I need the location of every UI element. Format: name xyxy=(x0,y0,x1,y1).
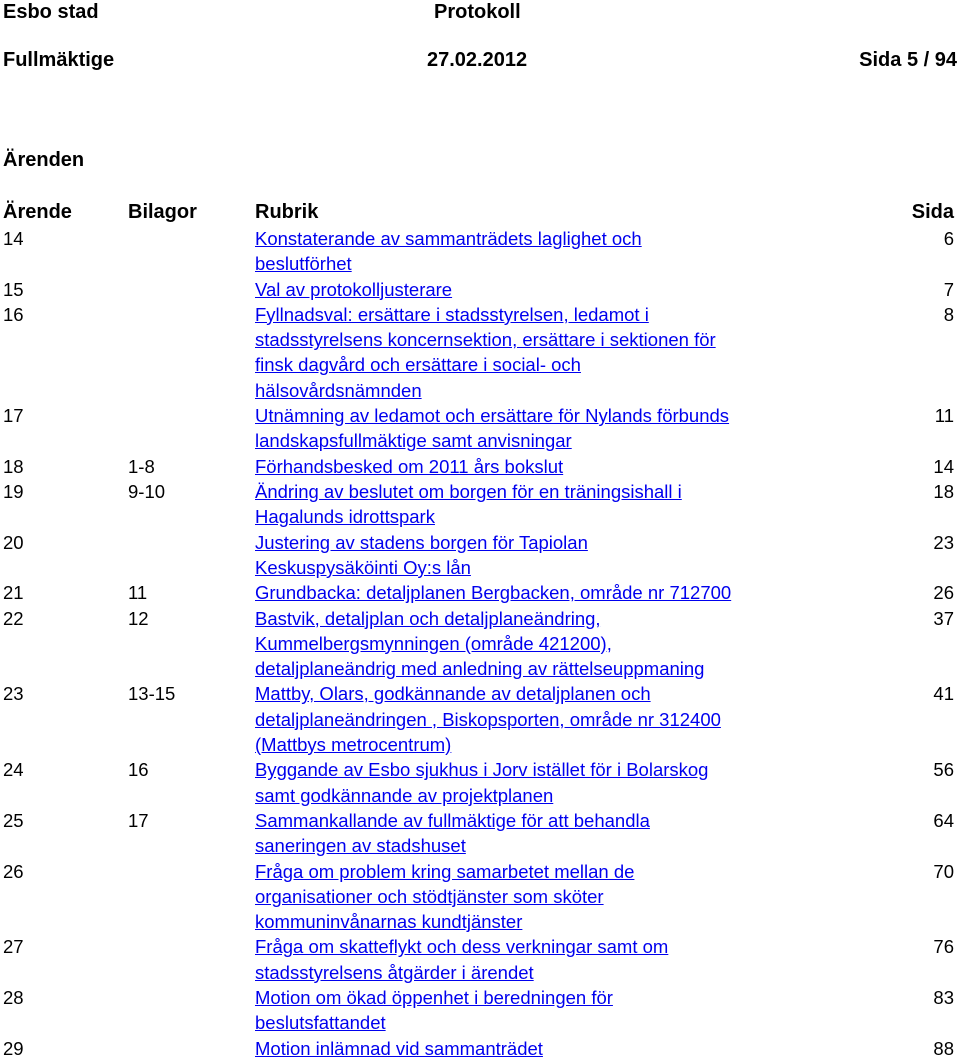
table-header xyxy=(0,200,960,224)
item-title-line: Val av protokolljusterare xyxy=(255,278,453,300)
header-body: Fullmäktige xyxy=(3,49,115,71)
item-title-link[interactable] xyxy=(255,226,835,277)
item-title-link[interactable] xyxy=(255,302,835,403)
header-date: 27.02.2012 xyxy=(427,49,528,71)
item-title-link[interactable] xyxy=(255,479,835,530)
item-title-line: Fråga om problem kring samarbetet mellan de xyxy=(255,860,635,882)
item-title-line: Hagalunds idrottspark xyxy=(255,506,435,528)
item-title-line: (Mattbys metrocentrum) xyxy=(255,733,452,755)
item-title-line: Bastvik, detaljplan och detaljplaneändring, xyxy=(255,607,601,629)
item-page: 8 xyxy=(943,303,954,325)
item-title-line: Keskuspysäköinti Oy:s lån xyxy=(255,556,471,578)
item-title-line: Motion inlämnad vid sammanträdet xyxy=(255,1037,543,1059)
item-title-line: Byggande av Esbo sjukhus i Jorv istället för i Bolarskog xyxy=(255,759,709,781)
item-title-link[interactable] xyxy=(255,403,835,454)
item-title-link[interactable] xyxy=(255,757,835,808)
item-title-line: Justering av stadens borgen för Tapiolan xyxy=(255,531,588,553)
item-title-line: kommuninvånarnas kundtjänster xyxy=(255,911,523,933)
item-number: 26 xyxy=(3,860,24,882)
item-attachments: 1-8 xyxy=(128,455,155,477)
item-page: 37 xyxy=(933,607,954,629)
item-number: 29 xyxy=(3,1037,24,1059)
item-title-line: hälsovårdsnämnden xyxy=(255,379,422,401)
item-page: 76 xyxy=(933,936,954,958)
item-page: 23 xyxy=(933,531,954,553)
item-title-link[interactable] xyxy=(255,859,835,935)
item-attachments: 16 xyxy=(128,759,149,781)
item-title-line: Förhandsbesked om 2011 års bokslut xyxy=(255,455,564,477)
item-number: 28 xyxy=(3,987,24,1008)
item-title-line: saneringen av stadshuset xyxy=(255,835,466,857)
column-header-sida: Sida xyxy=(911,201,954,223)
item-number: 17 xyxy=(3,405,24,427)
item-title-line: Motion om ökad öppenhet i beredningen för xyxy=(255,987,613,1008)
item-page: 6 xyxy=(943,228,954,249)
column-header-arende: Ärende xyxy=(3,201,72,223)
section-title: Ärenden xyxy=(3,149,85,171)
item-page: 11 xyxy=(934,405,954,427)
item-number: 20 xyxy=(3,531,24,553)
item-title-line: Mattby, Olars, godkännande av detaljplanen och xyxy=(255,683,651,705)
item-title-line: Ändring av beslutet om borgen för en träningsishall i xyxy=(255,481,682,502)
item-title-line: Konstaterande av sammanträdets laglighet och xyxy=(255,228,642,249)
item-page: 18 xyxy=(933,481,954,502)
item-title-link[interactable] xyxy=(255,530,835,581)
item-title-link[interactable] xyxy=(255,454,835,479)
item-number: 19 xyxy=(3,481,24,502)
item-attachments: 13-15 xyxy=(128,683,176,705)
item-page: 83 xyxy=(933,987,954,1008)
item-attachments: 9-10 xyxy=(128,481,166,502)
item-title-link[interactable] xyxy=(255,606,835,682)
item-title-link[interactable] xyxy=(255,277,835,302)
item-page: 88 xyxy=(933,1037,954,1059)
item-attachments: 12 xyxy=(128,607,149,629)
column-header-rubrik: Rubrik xyxy=(255,201,319,223)
item-number: 15 xyxy=(3,278,24,300)
item-title-line: Sammankallande av fullmäktige för att behandla xyxy=(255,809,650,831)
item-number: 22 xyxy=(3,607,24,629)
item-title-line: samt godkännande av projektplanen xyxy=(255,784,554,806)
item-title-link[interactable] xyxy=(255,985,835,1036)
item-page: 64 xyxy=(933,809,954,831)
item-title-line: finsk dagvård och ersättare i social- och xyxy=(255,354,581,376)
item-number: 16 xyxy=(3,303,24,325)
item-page: 7 xyxy=(943,278,954,300)
item-page: 41 xyxy=(933,683,954,705)
item-attachments: 11 xyxy=(128,582,148,604)
item-title-line: detaljplaneändringen , Biskopsporten, område nr 312400 xyxy=(255,708,721,730)
item-title-line: beslutsfattandet xyxy=(255,1012,386,1034)
item-title-link[interactable] xyxy=(255,1036,835,1061)
header-document-type: Protokoll xyxy=(434,1,521,23)
column-header-bilagor: Bilagor xyxy=(128,201,197,223)
item-title-line: detaljplaneändrig med anledning av rättelseuppmaning xyxy=(255,658,705,680)
item-title-link[interactable] xyxy=(255,681,835,757)
item-number: 23 xyxy=(3,683,24,705)
item-title-line: organisationer och stödtjänster som sköter xyxy=(255,885,604,907)
item-page: 56 xyxy=(933,759,954,781)
item-number: 27 xyxy=(3,936,24,958)
item-number: 14 xyxy=(3,228,24,249)
item-title-line: Kummelbergsmynningen (område 421200), xyxy=(255,632,612,654)
item-title-link[interactable] xyxy=(255,934,835,985)
item-title-line: Grundbacka: detaljplanen Bergbacken, område nr 712700 xyxy=(255,582,732,604)
item-title-line: Utnämning av ledamot och ersättare för Nylands förbunds xyxy=(255,405,730,427)
item-title-line: stadsstyrelsens koncernsektion, ersättare i sektionen för xyxy=(255,329,716,351)
item-title-line: beslutförhet xyxy=(255,253,352,275)
item-title-line: landskapsfullmäktige samt anvisningar xyxy=(255,430,572,452)
item-title-link[interactable] xyxy=(255,808,835,859)
item-number: 18 xyxy=(3,455,24,477)
item-title-line: Fyllnadsval: ersättare i stadsstyrelsen, ledamot i xyxy=(255,303,649,325)
item-page: 70 xyxy=(933,860,954,882)
item-number: 25 xyxy=(3,809,24,831)
item-title-line: stadsstyrelsens åtgärder i ärendet xyxy=(255,961,534,983)
item-page: 14 xyxy=(933,455,954,477)
header-page-number: Sida 5 / 94 xyxy=(859,49,957,71)
item-number: 24 xyxy=(3,759,24,781)
item-attachments: 17 xyxy=(128,809,149,831)
item-title-link[interactable] xyxy=(255,580,835,605)
item-title-line: Fråga om skatteflykt och dess verkningar samt om xyxy=(255,936,669,958)
item-page: 26 xyxy=(933,582,954,604)
item-number: 21 xyxy=(3,582,24,604)
header-organization: Esbo stad xyxy=(3,1,99,23)
